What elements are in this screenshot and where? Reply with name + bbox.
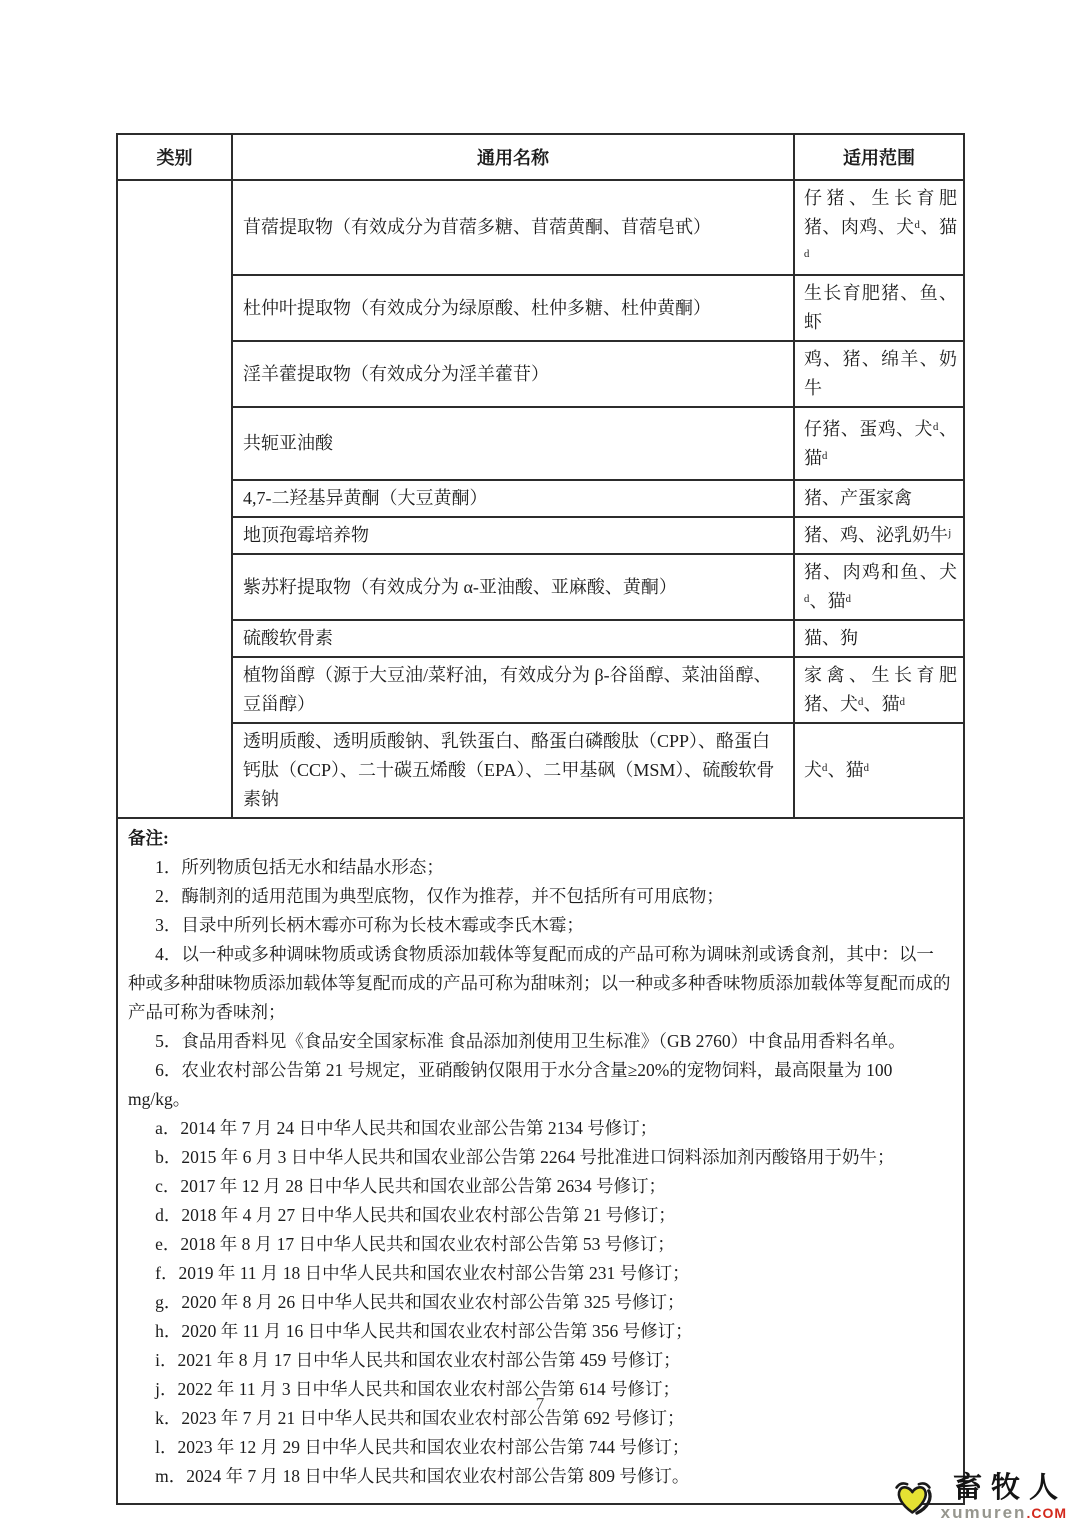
additives-table <box>116 133 965 1505</box>
cell-common-name: 苜蓿提取物（有效成分为苜蓿多糖、苜蓿黄酮、苜蓿皂甙） <box>232 180 794 275</box>
logo-text <box>941 1474 1067 1521</box>
note-item: h．2020 年 11 月 16 日中华人民共和国农业农村部公告第 356 号修订； <box>155 1321 693 1341</box>
note-item: e．2018 年 8 月 17 日中华人民共和国农业农村部公告第 53 号修订； <box>155 1234 675 1254</box>
note-item: i．2021 年 8 月 17 日中华人民共和国农业农村部公告第 459 号修订； <box>155 1350 681 1370</box>
table-row <box>117 275 964 341</box>
cell-common-name: 硫酸软骨素 <box>232 620 794 657</box>
cell-scope: 猪、鸡、泌乳奶牛ʲ <box>794 517 964 554</box>
table-row <box>117 517 964 554</box>
logo-domain-tld: .COM <box>1026 1505 1067 1521</box>
column-header-category: 类别 <box>117 134 232 180</box>
cell-scope: 猫、狗 <box>794 620 964 657</box>
note-item: 6．农业农村部公告第 21 号规定，亚硝酸钠仅限用于水分含量≥20%的宠物饲料，最高限量为 100 mg/kg。 <box>128 1060 893 1109</box>
note-item: b．2015 年 6 月 3 日中华人民共和国农业部公告第 2264 号批准进口饲料添加剂丙酸铬用于奶牛； <box>155 1147 895 1167</box>
table-row <box>117 407 964 480</box>
table-row <box>117 554 964 620</box>
logo-domain-text <box>941 1504 1067 1521</box>
note-item: 4．以一种或多种调味物质或诱食物质添加载体等复配而成的产品可称为调味剂或诱食剂，其中：以一种或多种甜味物质添加载体等复配而成的产品可称为甜味剂；以一种或多种香味物质添加载体等复配而成的产品可称为香味剂； <box>128 944 951 1022</box>
cell-common-name: 共轭亚油酸 <box>232 407 794 480</box>
cell-scope: 犬ᵈ、猫ᵈ <box>794 723 964 818</box>
table-row <box>117 620 964 657</box>
xumuren-logo <box>892 1474 1067 1521</box>
table-row <box>117 341 964 407</box>
cell-common-name: 紫苏籽提取物（有效成分为 α-亚油酸、亚麻酸、黄酮） <box>232 554 794 620</box>
cell-scope: 家禽、生长育肥猪、犬ᵈ、猫ᵈ <box>794 657 964 723</box>
page-number: 7 <box>535 1394 545 1413</box>
logo-brand-text: 畜牧人 <box>952 1472 1067 1504</box>
cell-common-name: 地顶孢霉培养物 <box>232 517 794 554</box>
cell-common-name: 淫羊藿提取物（有效成分为淫羊藿苷） <box>232 341 794 407</box>
note-item: 5．食品用香料见《食品安全国家标准 食品添加剂使用卫生标准》（GB 2760）中食品用香料名单。 <box>155 1031 906 1051</box>
heart-icon <box>892 1478 934 1518</box>
note-item: a．2014 年 7 月 24 日中华人民共和国农业部公告第 2134 号修订； <box>155 1118 658 1138</box>
cell-common-name: 杜仲叶提取物（有效成分为绿原酸、杜仲多糖、杜仲黄酮） <box>232 275 794 341</box>
cell-scope: 猪、肉鸡和鱼、犬ᵈ、猫ᵈ <box>794 554 964 620</box>
note-item: j．2022 年 11 月 3 日中华人民共和国农业农村部公告第 614 号修订； <box>155 1379 680 1399</box>
note-item: 2．酶制剂的适用范围为典型底物，仅作为推荐，并不包括所有可用底物； <box>155 886 724 906</box>
table-row <box>117 480 964 517</box>
note-item: 3．目录中所列长柄木霉亦可称为长枝木霉或李氏木霉； <box>155 915 584 935</box>
note-item: d．2018 年 4 月 27 日中华人民共和国农业农村部公告第 21 号修订； <box>155 1205 676 1225</box>
note-item: l．2023 年 12 月 29 日中华人民共和国农业农村部公告第 744 号修订； <box>155 1437 690 1457</box>
table-row <box>117 723 964 818</box>
cell-common-name: 植物甾醇（源于大豆油/菜籽油，有效成分为 β-谷甾醇、菜油甾醇、豆甾醇） <box>232 657 794 723</box>
cell-scope: 仔猪、生长育肥猪、肉鸡、犬ᵈ、猫ᵈ <box>794 180 964 275</box>
note-item: c．2017 年 12 月 28 日中华人民共和国农业部公告第 2634 号修订； <box>155 1176 667 1196</box>
table-row <box>117 180 964 275</box>
column-header-common-name: 通用名称 <box>232 134 794 180</box>
note-item: k．2023 年 7 月 21 日中华人民共和国农业农村部公告第 692 号修订； <box>155 1408 685 1428</box>
table-row <box>117 657 964 723</box>
cell-common-name: 4,7-二羟基异黄酮（大豆黄酮） <box>232 480 794 517</box>
logo-domain-name: xumuren <box>940 1503 1027 1522</box>
table-header-row <box>117 134 964 180</box>
category-cell <box>117 180 232 818</box>
note-item: g．2020 年 8 月 26 日中华人民共和国农业农村部公告第 325 号修订； <box>155 1292 685 1312</box>
column-header-scope: 适用范围 <box>794 134 964 180</box>
note-item: 1．所列物质包括无水和结晶水形态； <box>155 857 444 877</box>
cell-common-name: 透明质酸、透明质酸钠、乳铁蛋白、酪蛋白磷酸肽（CPP）、酪蛋白钙肽（CCP）、二十碳五烯酸（EPA）、二甲基砜（MSM）、硫酸软骨素钠 <box>232 723 794 818</box>
document-content <box>116 133 963 1505</box>
cell-scope: 生长育肥猪、鱼、虾 <box>794 275 964 341</box>
cell-scope: 仔猪、蛋鸡、犬ᵈ、猫ᵈ <box>794 407 964 480</box>
note-item: f．2019 年 11 月 18 日中华人民共和国农业农村部公告第 231 号修订； <box>155 1263 690 1283</box>
cell-scope: 猪、产蛋家禽 <box>794 480 964 517</box>
cell-scope: 鸡、猪、绵羊、奶牛 <box>794 341 964 407</box>
note-item: m．2024 年 7 月 18 日中华人民共和国农业农村部公告第 809 号修订。 <box>155 1466 690 1486</box>
notes-title: 备注: <box>128 828 169 848</box>
